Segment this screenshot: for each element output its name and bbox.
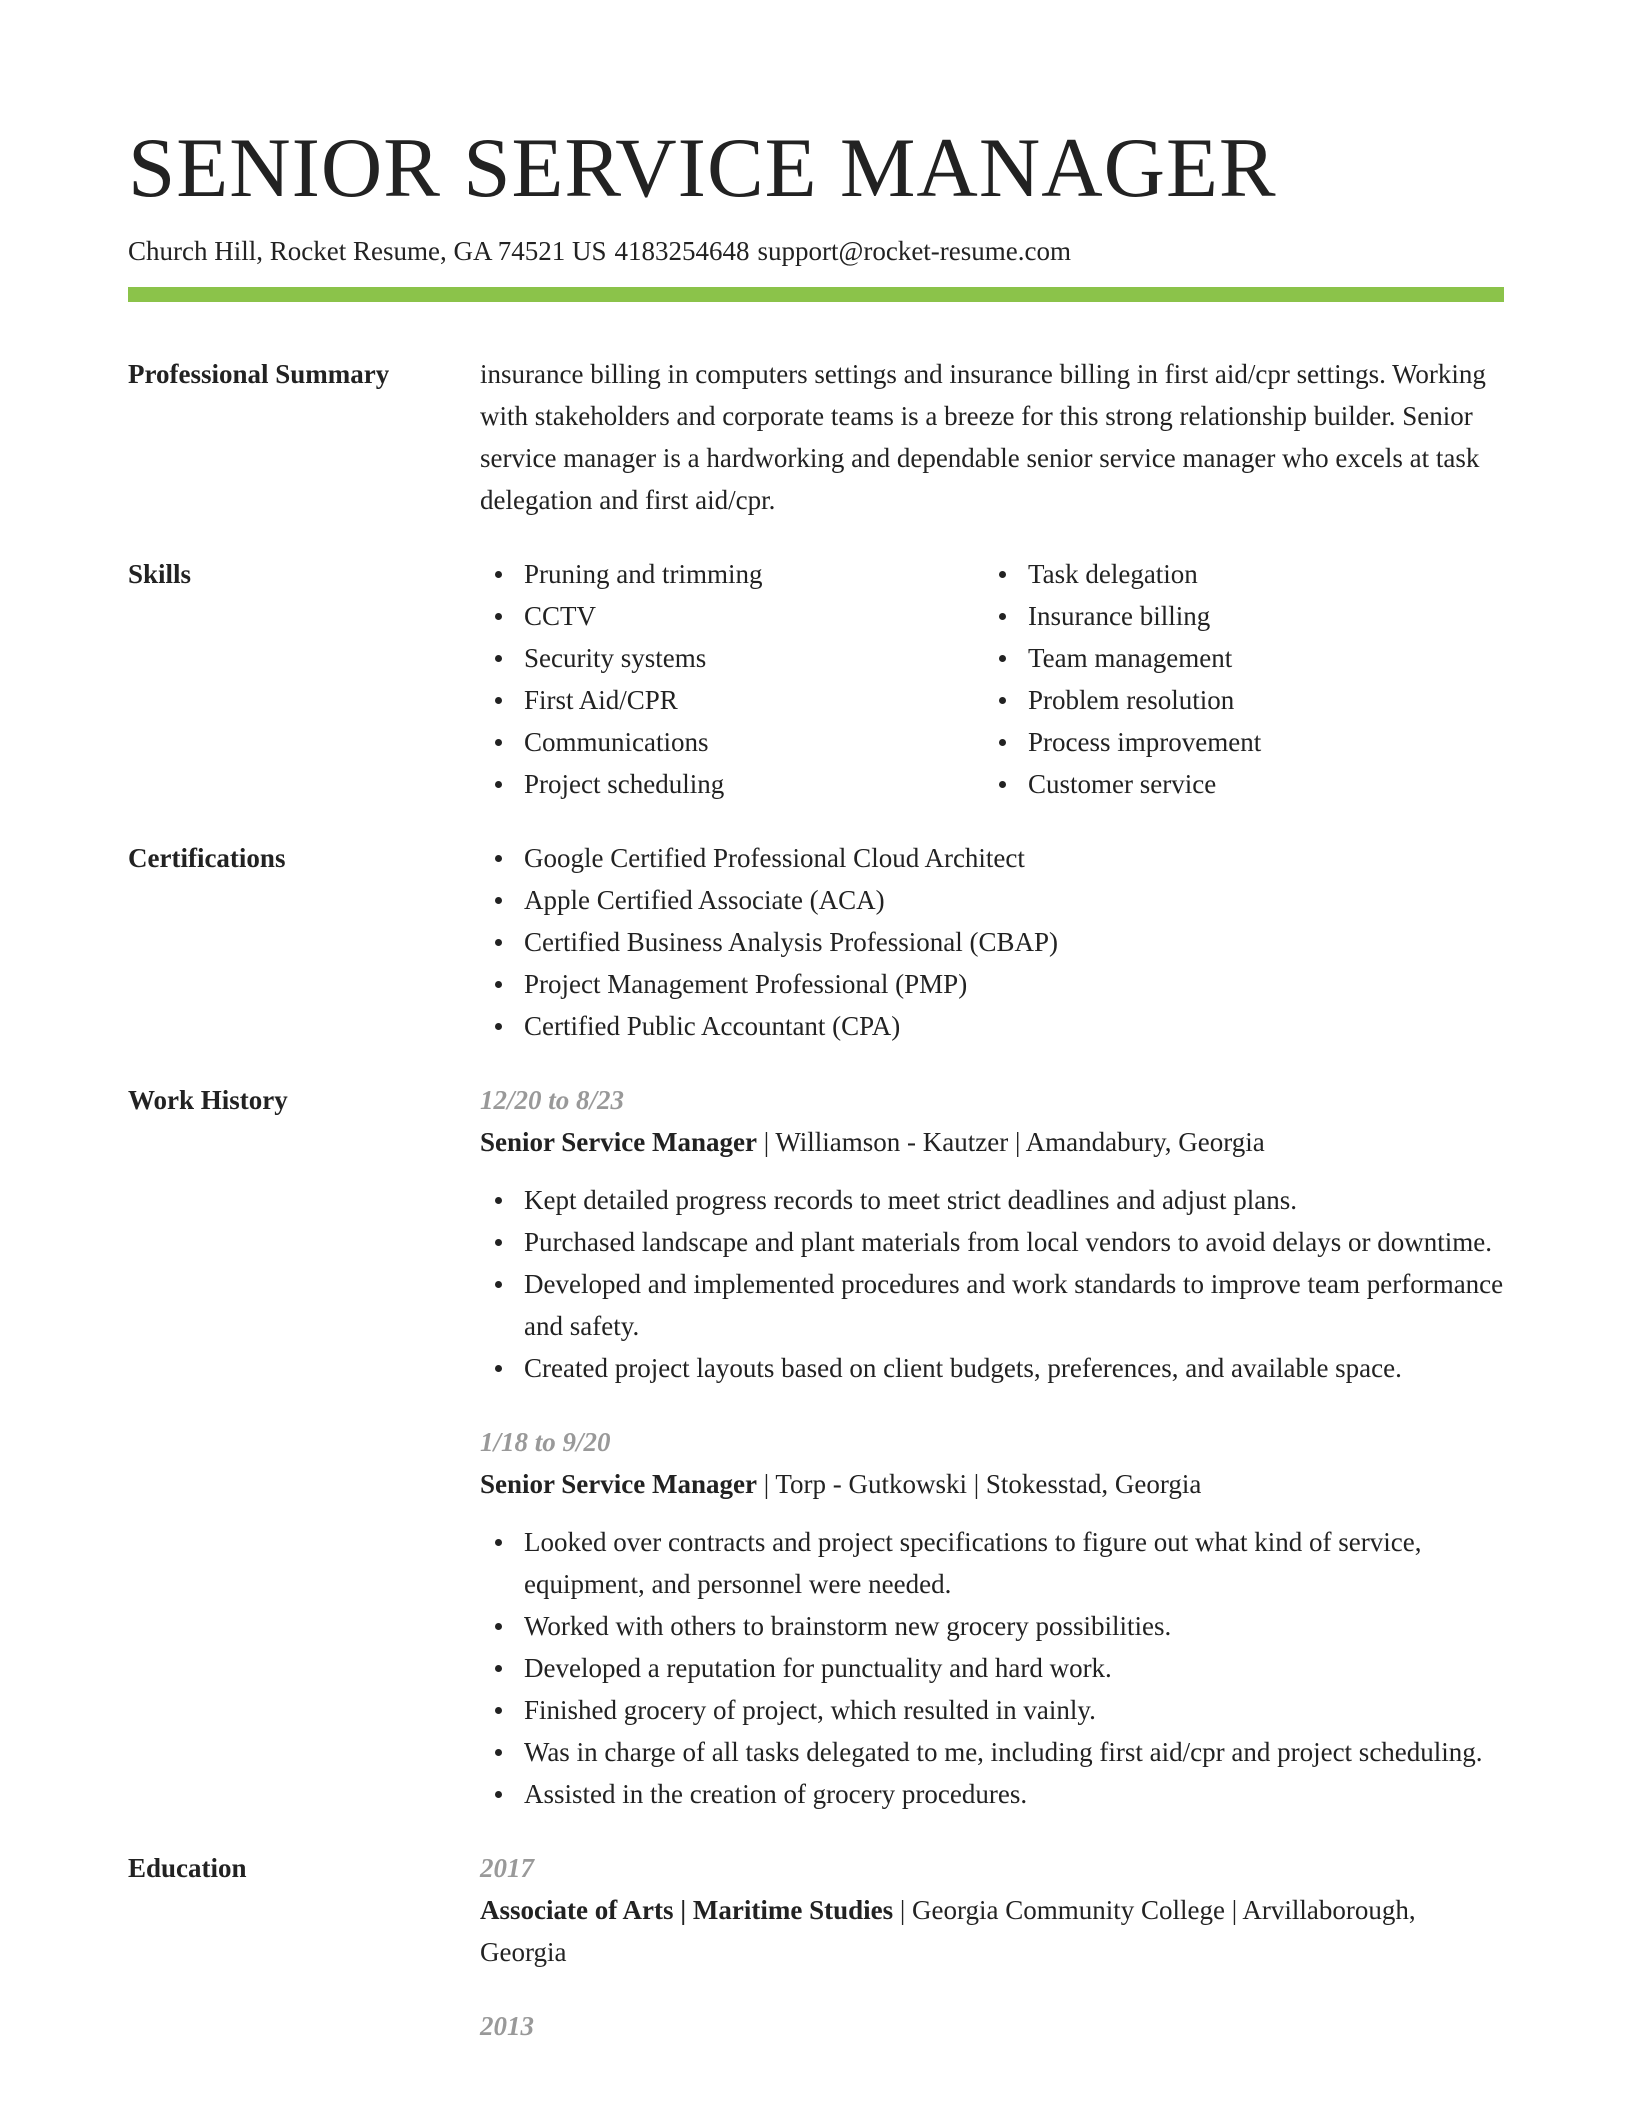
job-bullet: Finished grocery of project, which resulted in vainly.	[480, 1689, 1504, 1731]
skill-item: Communications	[480, 721, 984, 763]
job-heading	[480, 1463, 1504, 1505]
summary-text: insurance billing in computers settings and insurance billing in first aid/cpr settings. Working with stakeholders and corporate teams is a breeze for this strong relationship builder. Senior service manager is a hardworking and dependable senior service manager who excels at task delegation and first aid/cpr.	[480, 359, 1486, 515]
job-bullets	[480, 1179, 1504, 1389]
section-professional-summary	[128, 353, 1504, 521]
job-heading	[480, 1121, 1504, 1163]
skill-item: Task delegation	[984, 553, 1488, 595]
skill-item: Project scheduling	[480, 763, 984, 805]
job-bullet: Created project layouts based on client budgets, preferences, and available space.	[480, 1347, 1504, 1389]
certification-item: Google Certified Professional Cloud Architect	[480, 837, 1504, 879]
section-certifications	[128, 837, 1504, 1047]
skill-item: Problem resolution	[984, 679, 1488, 721]
job-bullet: Developed and implemented procedures and work standards to improve team performance and safety.	[480, 1263, 1504, 1347]
section-label: Education	[128, 1853, 247, 1883]
contact-phone: 4183254648	[614, 236, 750, 266]
certification-item: Certified Public Accountant (CPA)	[480, 1005, 1504, 1047]
job-bullet: Assisted in the creation of grocery procedures.	[480, 1773, 1504, 1815]
resume-header	[128, 0, 1504, 302]
job-entry	[480, 1079, 1504, 1389]
job-date: 12/20 to 8/23	[480, 1085, 625, 1115]
job-details: | Torp - Gutkowski | Stokesstad, Georgia	[756, 1469, 1202, 1499]
job-bullet: Looked over contracts and project specifications to figure out what kind of service, equipment, and personnel were needed.	[480, 1521, 1504, 1605]
job-bullet: Worked with others to brainstorm new grocery possibilities.	[480, 1605, 1504, 1647]
section-label: Professional Summary	[128, 359, 390, 389]
job-bullets	[480, 1521, 1504, 1815]
job-bullet: Developed a reputation for punctuality and hard work.	[480, 1647, 1504, 1689]
certification-item: Certified Business Analysis Professional (CBAP)	[480, 921, 1504, 963]
certification-item: Project Management Professional (PMP)	[480, 963, 1504, 1005]
job-bullet: Kept detailed progress records to meet strict deadlines and adjust plans.	[480, 1179, 1504, 1221]
skill-item: Customer service	[984, 763, 1488, 805]
section-skills	[128, 553, 1504, 805]
job-date: 1/18 to 9/20	[480, 1427, 611, 1457]
job-bullet: Was in charge of all tasks delegated to me, including first aid/cpr and project scheduling.	[480, 1731, 1504, 1773]
skill-item: Pruning and trimming	[480, 553, 984, 595]
education-date: 2013	[480, 2011, 534, 2041]
skill-item: CCTV	[480, 595, 984, 637]
skills-grid	[480, 553, 1504, 805]
section-education	[128, 1847, 1504, 2047]
certifications-body	[480, 837, 1504, 1047]
certification-item: Apple Certified Associate (ACA)	[480, 879, 1504, 921]
contact-email: support@rocket-resume.com	[757, 236, 1072, 266]
work-history-body	[480, 1079, 1504, 1815]
header-divider	[128, 287, 1504, 302]
job-details: | Williamson - Kautzer | Amandabury, Georgia	[756, 1127, 1265, 1157]
education-date: 2017	[480, 1853, 534, 1883]
skill-item: First Aid/CPR	[480, 679, 984, 721]
education-entry	[480, 2005, 1504, 2047]
job-title: Senior Service Manager	[480, 1469, 757, 1499]
job-entry	[480, 1421, 1504, 1815]
section-label: Certifications	[128, 843, 286, 873]
job-title: Senior Service Manager	[480, 1127, 757, 1157]
skill-item: Process improvement	[984, 721, 1488, 763]
skill-item: Team management	[984, 637, 1488, 679]
education-entry	[480, 1847, 1504, 1973]
section-work-history	[128, 1079, 1504, 1815]
education-heading	[480, 1889, 1504, 1973]
certifications-list	[480, 837, 1504, 1047]
education-details: | Georgia Community College | Arvillaborough, Georgia	[480, 1895, 1416, 1967]
contact-line	[128, 234, 1504, 268]
skills-list-left	[480, 553, 984, 805]
skill-item: Insurance billing	[984, 595, 1488, 637]
section-label: Work History	[128, 1085, 288, 1115]
education-body	[480, 1847, 1504, 2047]
resume-title: SENIOR SERVICE MANAGER	[128, 121, 1277, 215]
skills-list-right	[984, 553, 1488, 805]
section-label: Skills	[128, 559, 192, 589]
job-bullet: Purchased landscape and plant materials from local vendors to avoid delays or downtime.	[480, 1221, 1504, 1263]
skill-item: Security systems	[480, 637, 984, 679]
education-degree: Associate of Arts | Maritime Studies	[480, 1895, 894, 1925]
contact-address: Church Hill, Rocket Resume, GA 74521 US	[128, 236, 607, 266]
